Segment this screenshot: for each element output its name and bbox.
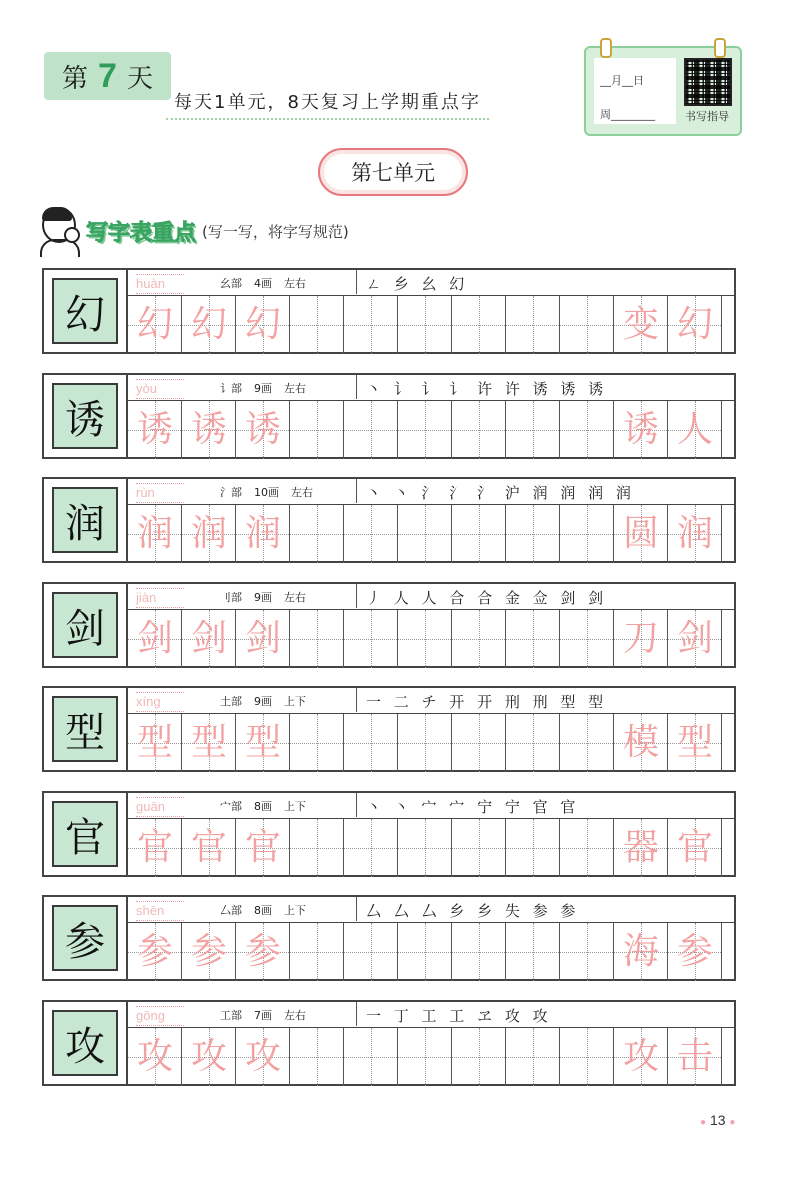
trace-character: 型 <box>244 722 281 763</box>
radical: 氵部 <box>220 486 242 499</box>
char-row <box>42 791 736 877</box>
model-character: 攻 <box>52 1010 118 1076</box>
trace-character: 攻 <box>136 1036 173 1077</box>
char-info <box>220 275 318 291</box>
char-info <box>220 484 325 500</box>
practice-cell[interactable] <box>344 923 398 981</box>
practice-cell[interactable] <box>560 505 614 563</box>
week-line: 周________ <box>600 108 655 121</box>
structure: 左右 <box>284 277 306 290</box>
word-character: 参 <box>676 931 713 972</box>
strokes-count: 9画 <box>254 382 272 395</box>
char-info <box>220 589 318 605</box>
char-info <box>220 693 318 709</box>
practice-cell[interactable] <box>506 610 560 668</box>
trace-character: 诱 <box>136 409 173 450</box>
section-title: 写字表重点 <box>86 220 197 246</box>
practice-cell[interactable] <box>290 819 344 877</box>
qr-code-icon[interactable] <box>684 58 732 106</box>
day-suffix: 天 <box>126 63 153 94</box>
structure: 上下 <box>284 695 306 708</box>
practice-cell[interactable] <box>344 714 398 772</box>
ring-icon <box>600 38 612 58</box>
radical: 土部 <box>220 695 242 708</box>
trace-character: 幻 <box>244 304 281 345</box>
word-character: 模 <box>622 722 659 763</box>
practice-cell[interactable] <box>506 819 560 877</box>
practice-cell[interactable] <box>560 1028 614 1086</box>
char-row <box>42 686 736 772</box>
practice-cell[interactable] <box>344 1028 398 1086</box>
radical: 宀部 <box>220 800 242 813</box>
practice-cell[interactable] <box>506 401 560 459</box>
trace-character: 参 <box>244 931 281 972</box>
radical: 幺部 <box>220 277 242 290</box>
trace-character: 诱 <box>244 409 281 450</box>
practice-cell[interactable] <box>398 923 452 981</box>
word-character: 圆 <box>622 513 659 554</box>
writing-grid <box>126 714 734 770</box>
trace-character: 剑 <box>136 618 173 659</box>
day-badge <box>44 52 171 100</box>
practice-cell[interactable] <box>398 505 452 563</box>
char-row <box>42 582 736 668</box>
word-character: 刀 <box>622 618 659 659</box>
student-mascot-icon <box>36 205 82 257</box>
strokes-count: 9画 <box>254 591 272 604</box>
date-fields <box>594 58 676 124</box>
practice-cell[interactable] <box>506 296 560 354</box>
practice-cell[interactable] <box>560 610 614 668</box>
practice-cell[interactable] <box>290 610 344 668</box>
trace-character: 攻 <box>190 1036 227 1077</box>
practice-cell[interactable] <box>452 819 506 877</box>
model-character: 参 <box>52 905 118 971</box>
char-info <box>220 902 318 918</box>
char-row <box>42 268 736 354</box>
trace-character: 官 <box>136 827 173 868</box>
pinyin-guide: yòu <box>136 379 184 399</box>
radical: 工部 <box>220 1009 242 1022</box>
trace-character: 剑 <box>244 618 281 659</box>
strokes-count: 8画 <box>254 800 272 813</box>
word-character: 剑 <box>676 618 713 659</box>
word-character: 幻 <box>676 304 713 345</box>
structure: 左右 <box>284 591 306 604</box>
practice-cell[interactable] <box>398 296 452 354</box>
date-card <box>584 46 742 136</box>
practice-cell[interactable] <box>344 610 398 668</box>
practice-cell[interactable] <box>506 1028 560 1086</box>
trace-character: 参 <box>190 931 227 972</box>
word-character: 润 <box>676 513 713 554</box>
strokes-count: 10画 <box>254 486 279 499</box>
model-character: 诱 <box>52 383 118 449</box>
practice-cell[interactable] <box>290 923 344 981</box>
practice-cell[interactable] <box>290 401 344 459</box>
trace-character: 诱 <box>190 409 227 450</box>
practice-cell[interactable] <box>560 714 614 772</box>
practice-cell[interactable] <box>560 923 614 981</box>
word-character: 官 <box>676 827 713 868</box>
model-character: 剑 <box>52 592 118 658</box>
practice-cell[interactable] <box>398 610 452 668</box>
stroke-order: 丶 丶 氵 氵 氵 沪 润 润 润 润 <box>366 484 635 502</box>
stroke-order: 丶 丶 宀 宀 宁 宁 官 官 <box>366 798 580 816</box>
section-note: (写一写，将字写规范) <box>202 222 349 241</box>
practice-cell[interactable] <box>452 610 506 668</box>
dot-icon: ● <box>700 1117 707 1128</box>
stroke-order: 丶 讠 讠 讠 许 许 诱 诱 诱 <box>366 380 608 398</box>
dot-icon: ● <box>729 1117 736 1128</box>
practice-cell[interactable] <box>452 505 506 563</box>
practice-cell[interactable] <box>398 714 452 772</box>
practice-cell[interactable] <box>560 401 614 459</box>
day-header <box>44 48 171 104</box>
char-row <box>42 477 736 563</box>
page-number-text: 13 <box>709 1112 726 1128</box>
strokes-count: 9画 <box>254 695 272 708</box>
word-character: 海 <box>622 931 659 972</box>
radical: 刂部 <box>220 591 242 604</box>
practice-cell[interactable] <box>560 819 614 877</box>
trace-character: 官 <box>244 827 281 868</box>
binder-rings <box>600 38 726 58</box>
practice-cell[interactable] <box>506 923 560 981</box>
char-info <box>220 380 318 396</box>
unit-title: 第七单元 <box>318 148 468 196</box>
structure: 上下 <box>284 904 306 917</box>
pinyin-guide: jiàn <box>136 588 184 608</box>
day-number: 7 <box>98 56 117 95</box>
stroke-order: 一 丁 工 工 ヱ 攻 攻 <box>366 1007 552 1025</box>
date-line: __月__日 <box>600 74 644 87</box>
practice-cell[interactable] <box>290 505 344 563</box>
structure: 上下 <box>284 800 306 813</box>
trace-character: 润 <box>244 513 281 554</box>
trace-character: 幻 <box>190 304 227 345</box>
practice-cell[interactable] <box>452 714 506 772</box>
pinyin-guide: gōng <box>136 1006 184 1026</box>
trace-character: 剑 <box>190 618 227 659</box>
trace-character: 官 <box>190 827 227 868</box>
strokes-count: 7画 <box>254 1009 272 1022</box>
writing-grid <box>126 923 734 979</box>
practice-cell[interactable] <box>398 401 452 459</box>
char-row <box>42 1000 736 1086</box>
practice-cell[interactable] <box>560 296 614 354</box>
pinyin-guide: guān <box>136 797 184 817</box>
model-character: 幻 <box>52 278 118 344</box>
trace-character: 润 <box>136 513 173 554</box>
practice-cell[interactable] <box>452 401 506 459</box>
writing-grid <box>126 610 734 666</box>
writing-grid <box>126 401 734 457</box>
pinyin-guide: huàn <box>136 274 184 294</box>
practice-cell[interactable] <box>452 1028 506 1086</box>
stroke-order: 丿 人 人 合 合 金 佥 剑 剑 <box>366 589 608 607</box>
practice-cell[interactable] <box>506 505 560 563</box>
structure: 左右 <box>291 486 313 499</box>
word-character: 攻 <box>622 1036 659 1077</box>
trace-character: 幻 <box>136 304 173 345</box>
strokes-count: 4画 <box>254 277 272 290</box>
stroke-order: 厶 厶 厶 乡 乡 失 参 参 <box>366 902 580 920</box>
char-row <box>42 895 736 981</box>
model-character: 型 <box>52 696 118 762</box>
ring-icon <box>714 38 726 58</box>
day-prefix: 第 <box>62 63 89 94</box>
trace-character: 攻 <box>244 1036 281 1077</box>
structure: 左右 <box>284 382 306 395</box>
practice-cell[interactable] <box>452 923 506 981</box>
practice-cell[interactable] <box>290 714 344 772</box>
stroke-order: 一 二 チ 开 开 刑 刑 型 型 <box>366 693 608 711</box>
practice-cell[interactable] <box>452 296 506 354</box>
model-character: 官 <box>52 801 118 867</box>
writing-grid <box>126 1028 734 1084</box>
word-character: 击 <box>676 1036 713 1077</box>
practice-cell[interactable] <box>398 819 452 877</box>
char-info <box>220 798 318 814</box>
page-subtitle: 每天1单元，8天复习上学期重点字 <box>166 88 489 120</box>
qr-label: 书写指导 <box>685 110 729 123</box>
strokes-count: 8画 <box>254 904 272 917</box>
practice-cell[interactable] <box>506 714 560 772</box>
word-character: 变 <box>622 304 659 345</box>
practice-cell[interactable] <box>344 505 398 563</box>
pinyin-guide: shēn <box>136 901 184 921</box>
word-character: 器 <box>622 827 659 868</box>
trace-character: 润 <box>190 513 227 554</box>
word-character: 人 <box>676 409 713 450</box>
structure: 左右 <box>284 1009 306 1022</box>
page-number <box>700 1112 735 1128</box>
practice-cell[interactable] <box>344 401 398 459</box>
practice-cell[interactable] <box>344 819 398 877</box>
radical: 讠部 <box>220 382 242 395</box>
char-row <box>42 373 736 459</box>
practice-cell[interactable] <box>290 1028 344 1086</box>
writing-grid <box>126 296 734 352</box>
word-character: 诱 <box>622 409 659 450</box>
section-header <box>36 204 349 258</box>
writing-grid <box>126 505 734 561</box>
practice-cell[interactable] <box>344 296 398 354</box>
writing-grid <box>126 819 734 875</box>
trace-character: 型 <box>190 722 227 763</box>
char-info <box>220 1007 318 1023</box>
practice-cell[interactable] <box>290 296 344 354</box>
model-character: 润 <box>52 487 118 553</box>
radical: 厶部 <box>220 904 242 917</box>
pinyin-guide: xíng <box>136 692 184 712</box>
practice-cell[interactable] <box>398 1028 452 1086</box>
word-character: 型 <box>676 722 713 763</box>
stroke-order: ㄥ 乡 幺 幻 <box>366 275 469 293</box>
pinyin-guide: rùn <box>136 483 184 503</box>
trace-character: 参 <box>136 931 173 972</box>
trace-character: 型 <box>136 722 173 763</box>
